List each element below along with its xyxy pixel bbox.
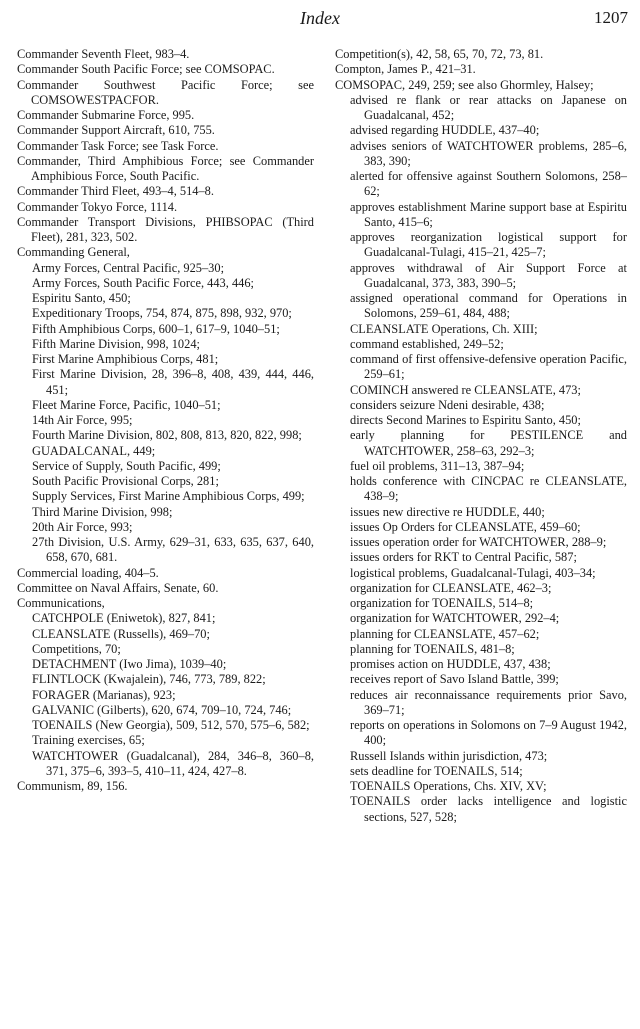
index-subentry: promises action on HUDDLE, 437, 438; [350,657,551,671]
index-subentry: GUADALCANAL, 449; [32,443,156,458]
index-subentry: sets deadline for TOENAILS, 514; [350,763,523,778]
index-subentry: 20th Air Force, 993; [32,519,133,534]
index-subentry: Expeditionary Troops, 754, 874, 875, 898, 932, 970; [32,306,292,321]
index-subentry: directs Second Marines to Espiritu Santo, 450; [350,413,581,427]
index-subentry: 14th Air Force, 995; [32,413,133,427]
index-entry: Commander Southwest Pacific Force; see COMSOWESTPACFOR. [17,77,314,107]
index-entry: Commander Support Aircraft, 610, 755. [17,123,215,138]
index-subentry: organization for CLEANSLATE, 462–3; [350,580,552,595]
index-subentry: CLEANSLATE Operations, Ch. XIII; [350,321,538,336]
index-subentry: approves reorganization logistical support for Guadalcanal-Tulagi, 415–21, 425–7; [350,230,627,260]
index-entry: COMSOPAC, 249, 259; see also Ghormley, Halsey; [335,77,594,92]
index-entry: Commercial loading, 404–5. [17,565,159,580]
index-subentry: issues operation order for WATCHTOWER, 288–9; [350,535,607,549]
index-subentry: Fleet Marine Force, Pacific, 1040–51; [32,397,221,412]
index-subentry: First Marine Amphibious Corps, 481; [32,352,219,366]
index-subentry: Supply Services, First Marine Amphibious Corps, 499; [32,489,305,504]
index-entry: Commander Transport Divisions, PHIBSOPAC (Third Fleet), 281, 323, 502. [17,214,314,244]
index-entry: Commanding General, [17,245,130,260]
page-number: 1207 [594,8,628,27]
index-subentry: considers seizure Ndeni desirable, 438; [350,397,545,412]
page-header [0,6,640,32]
index-subentry: advised regarding HUDDLE, 437–40; [350,123,540,138]
index-subentry: receives report of Savo Island Battle, 399; [350,672,559,687]
index-subentry: approves establishment Marine support base at Espiritu Santo, 415–6; [350,199,627,229]
index-subentry: command established, 249–52; [350,336,504,351]
index-subentry: command of first offensive-defensive operation Pacific, 259–61; [350,352,627,382]
index-subentry: First Marine Division, 28, 396–8, 408, 439, 444, 446, 451; [32,367,314,397]
index-subentry: reduces air reconnaissance requirements prior Savo, 369–71; [350,687,627,717]
index-subentry: TOENAILS order lacks intelligence and logistic sections, 527, 528; [350,794,627,824]
index-subentry: Service of Supply, South Pacific, 499; [32,458,221,473]
index-subentry: issues orders for RKT to Central Pacific, 587; [350,550,577,565]
index-entry: Commander Third Fleet, 493–4, 514–8. [17,184,214,199]
index-subentry: TOENAILS Operations, Chs. XIV, XV; [350,779,547,793]
index-entry: Committee on Naval Affairs, Senate, 60. [17,580,219,595]
index-subentry: Army Forces, South Pacific Force, 443, 446; [32,275,254,290]
index-entry: Commander Submarine Force, 995. [17,108,195,122]
index-subentry: holds conference with CINCPAC re CLEANSLATE, 438–9; [350,474,627,504]
index-entry: Communism, 89, 156. [17,779,128,793]
index-subentry: CLEANSLATE (Russells), 469–70; [32,626,210,641]
index-subentry: assigned operational command for Operations in Solomons, 259–61, 484, 488; [350,291,627,321]
index-entry: Commander Task Force; see Task Force. [17,138,219,153]
index-subentry: 27th Division, U.S. Army, 629–31, 633, 635, 637, 640, 658, 670, 681. [32,535,314,565]
index-subentry: Army Forces, Central Pacific, 925–30; [32,260,225,275]
index-subentry: TOENAILS (New Georgia), 509, 512, 570, 575–6, 582; [32,718,310,732]
index-entry: Commander South Pacific Force; see COMSOPAC. [17,62,275,77]
index-subentry: FLINTLOCK (Kwajalein), 746, 773, 789, 822; [32,672,266,687]
index-subentry: issues new directive re HUDDLE, 440; [350,504,545,519]
index-subentry: Russell Islands within jurisdiction, 473; [350,748,548,763]
index-subentry: advises seniors of WATCHTOWER problems, 285–6, 383, 390; [350,138,627,168]
index-subentry: fuel oil problems, 311–13, 387–94; [350,458,525,473]
index-subentry: organization for TOENAILS, 514–8; [350,596,534,610]
index-subentry: South Pacific Provisional Corps, 281; [32,474,219,488]
index-subentry: CATCHPOLE (Eniwetok), 827, 841; [32,611,216,626]
index-subentry: Fifth Amphibious Corps, 600–1, 617–9, 1040–51; [32,321,280,336]
index-subentry: organization for WATCHTOWER, 292–4; [350,611,560,626]
index-subentry: Third Marine Division, 998; [32,504,173,519]
index-subentry: planning for TOENAILS, 481–8; [350,641,515,656]
index-subentry: planning for CLEANSLATE, 457–62; [350,626,540,641]
index-subentry: Fifth Marine Division, 998, 1024; [32,336,200,351]
index-subentry: Espiritu Santo, 450; [32,291,131,305]
index-entry: Commander, Third Amphibious Force; see Commander Amphibious Force, South Pacific. [17,153,314,183]
index-subentry: WATCHTOWER (Guadalcanal), 284, 346–8, 360–8, 371, 375–6, 393–5, 410–11, 424, 427–8. [32,748,314,778]
running-head-title: Index [300,8,340,28]
index-subentry: early planning for PESTILENCE and WATCHTOWER, 258–63, 292–3; [350,428,627,458]
index-subentry: GALVANIC (Gilberts), 620, 674, 709–10, 724, 746; [32,702,292,717]
index-column-right [335,47,627,825]
index-subentry: alerted for offensive against Southern Solomons, 258–62; [350,169,627,199]
index-column-left [17,47,314,794]
index-subentry: advised re flank or rear attacks on Japanese on Guadalcanal, 452; [350,92,627,122]
index-subentry: approves withdrawal of Air Support Force at Guadalcanal, 373, 383, 390–5; [350,260,627,290]
index-subentry: Training exercises, 65; [32,733,145,748]
index-subentry: FORAGER (Marianas), 923; [32,687,176,702]
index-entry: Communications, [17,596,105,610]
index-subentry: logistical problems, Guadalcanal-Tulagi, 403–34; [350,565,596,580]
index-subentry: reports on operations in Solomons on 7–9 August 1942, 400; [350,718,627,748]
index-entry: Competition(s), 42, 58, 65, 70, 72, 73, 81. [335,47,544,61]
index-subentry: Competitions, 70; [32,641,121,656]
index-entry: Commander Tokyo Force, 1114. [17,199,178,214]
index-entry: Compton, James P., 421–31. [335,62,476,77]
index-subentry: issues Op Orders for CLEANSLATE, 459–60; [350,519,581,534]
index-subentry: COMINCH answered re CLEANSLATE, 473; [350,382,581,397]
index-subentry: Fourth Marine Division, 802, 808, 813, 820, 822, 998; [32,428,302,443]
index-entry: Commander Seventh Fleet, 983–4. [17,47,190,61]
index-subentry: DETACHMENT (Iwo Jima), 1039–40; [32,657,227,671]
